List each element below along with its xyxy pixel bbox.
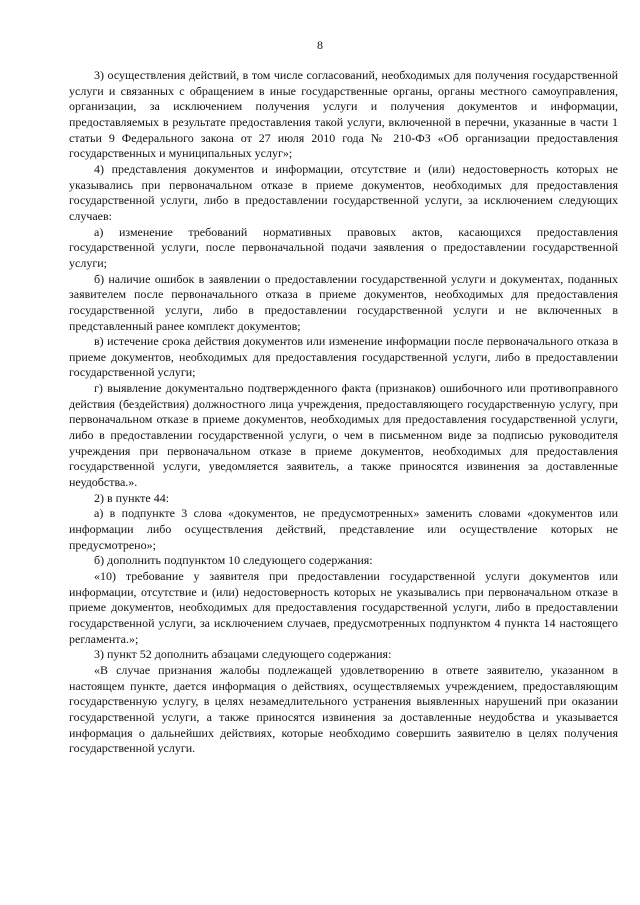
page-number: 8: [317, 38, 323, 52]
paragraph: а) изменение требований нормативных правовых актов, касающихся предоставления государственной услуги, после первоначальной подачи заявления о предоставлении государственной услуги;: [69, 224, 618, 270]
paragraph: а) в подпункте 3 слова «документов, не предусмотренных» заменить словами «документов или информации либо осуществления действий, представление или осуществление которых не предусмотрено»;: [69, 506, 618, 552]
paragraph: 3) осуществления действий, в том числе согласований, необходимых для получения государственной услуги и связанных с обращением в иные государственные органы, органы местного самоуправления, организации, за исключением получения услуги и получения документов и информации, предоставляемых в результате предоставления такой услуги, включенной в перечни, указанные в части 1 статьи 9 Федерального закона от 27 июля 2010 года № 210-ФЗ «Об организации предоставления государственных и муниципальных услуг»;: [69, 68, 618, 161]
paragraph: б) дополнить подпунктом 10 следующего содержания:: [94, 553, 373, 568]
paragraph: в) истечение срока действия документов или изменение информации после первоначального отказа в приеме документов, необходимых для предоставления государственной услуги, либо в предоставлении государственной услуги;: [69, 334, 618, 380]
paragraph: «В случае признания жалобы подлежащей удовлетворению в ответе заявителю, указанном в настоящем пункте, дается информация о действиях, осуществляемых учреждением, предоставляющим государственную услугу, в целях незамедлительного устранения выявленных нарушений при оказании государственной услуги, а также приносятся извинения за доставленные неудобства и указывается информация о дальнейших действиях, которые необходимо совершить заявителю в целях получения государственной услуги.: [69, 662, 618, 756]
paragraph: г) выявление документально подтвержденного факта (признаков) ошибочного или противоправного действия (бездействия) должностного лица учреждения, предоставляющего государственную услугу, при первоначальном отказе в приеме документов, необходимых для предоставления государственной услуги, либо в предоставлении государственной услуги, о чем в письменном виде за подписью руководителя учреждения при первоначальном отказе в приеме документов, необходимых для предоставления государственной услуги, уведомляется заявитель, а также приносятся извинения за доставленные неудобства.».: [69, 381, 618, 490]
paragraph: 2) в пункте 44:: [94, 490, 170, 505]
paragraph: 3) пункт 52 дополнить абзацами следующего содержания:: [94, 647, 392, 662]
paragraph: «10) требование у заявителя при предоставлении государственной услуги документов или информации, отсутствие и (или) недостоверность которых не указывались при первоначальном отказе в приеме документов, необходимых для предоставления государственной услуги, либо в предоставлении государственной услуги, за исключением случаев, предусмотренных подпунктом 4 пункта 14 настоящего регламента.»;: [69, 569, 618, 646]
page-body: [69, 68, 618, 757]
paragraph: 4) представления документов и информации, отсутствие и (или) недостоверность которых не указывались при первоначальном отказе в приеме документов, необходимых для предоставления государственной услуги, либо в предоставлении государственной услуги, за исключением следующих случаев:: [69, 161, 618, 223]
paragraph: б) наличие ошибок в заявлении о предоставлении государственной услуги и документах, поданных заявителем после первоначального отказа в приеме документов, необходимых для предоставления государственной услуги, либо в предоставлении государственной услуги и не включенных в представленный ранее комплект документов;: [69, 271, 618, 333]
